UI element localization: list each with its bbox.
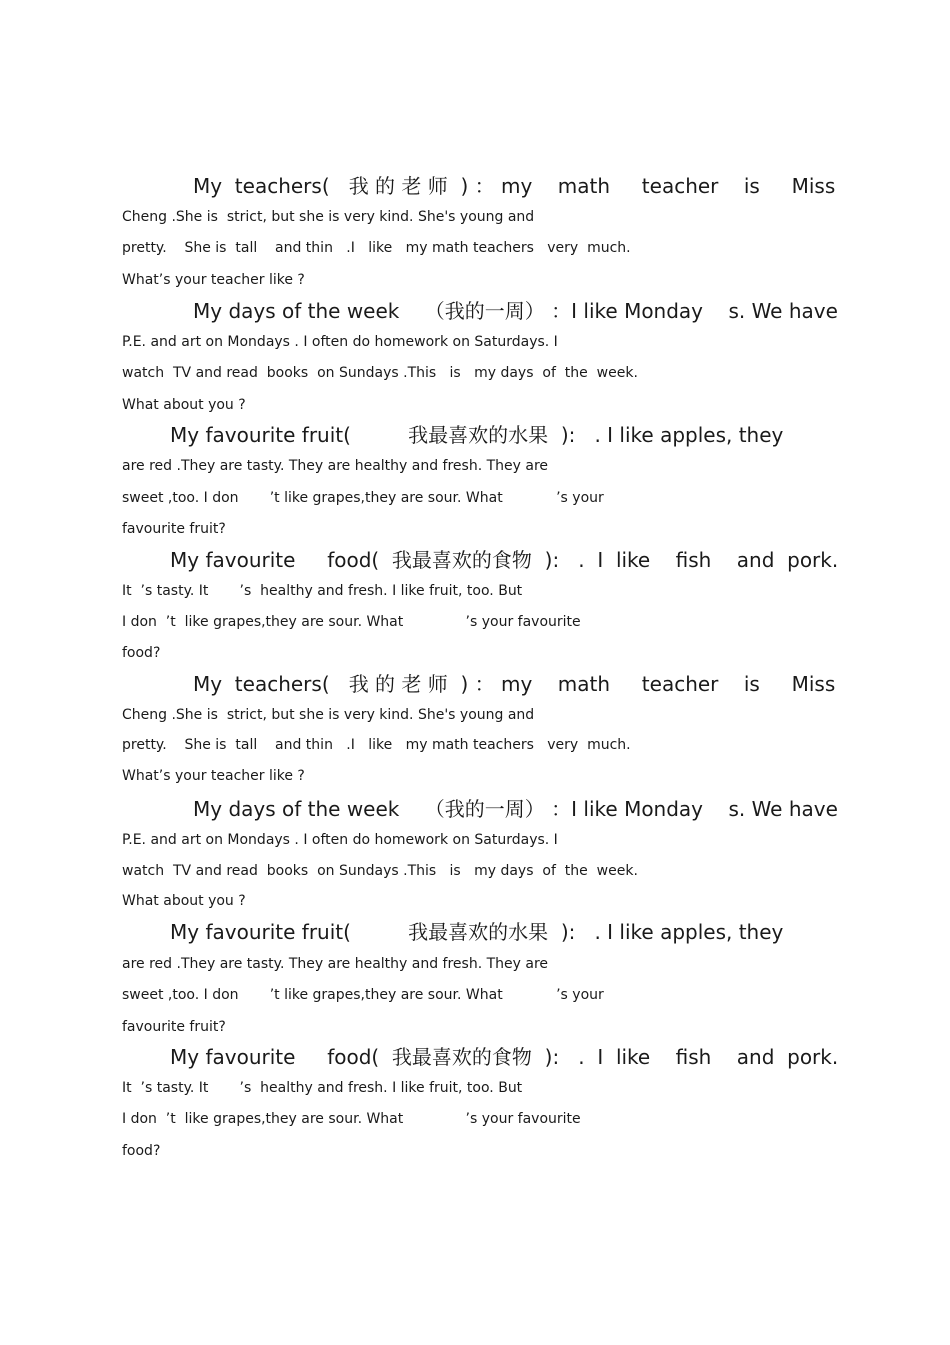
text-line: What’s your teacher like ? <box>122 768 305 784</box>
text-line: P.E. and art on Mondays . I often do homework on Saturdays. I <box>122 832 558 848</box>
text-line: What about you ? <box>122 893 246 909</box>
text-line: My teachers( 我 的 老 师 ) ： my math teacher is Miss <box>193 174 836 198</box>
text-line: What about you ? <box>122 397 246 413</box>
text-line: Cheng .She is strict, but she is very kind. She's young and <box>122 707 535 723</box>
text-line: Cheng .She is strict, but she is very kind. She's young and <box>122 209 535 225</box>
text-line: food? <box>122 645 161 661</box>
text-line: sweet ,too. I don ’t like grapes,they are sour. What ’s your <box>122 490 604 506</box>
text-line: It ’s tasty. It ’s healthy and fresh. I like fruit, too. But <box>122 583 523 599</box>
text-line: What’s your teacher like ? <box>122 272 305 288</box>
text-line: I don ’t like grapes,they are sour. What ’s your favourite <box>122 1111 581 1127</box>
text-line: are red .They are tasty. They are healthy and fresh. They are <box>122 458 549 474</box>
text-line: My days of the week （我的一周） ：I like Monday s. We have <box>193 299 838 323</box>
text-line: My favourite food( 我最喜欢的食物 ): . I like fish and pork. <box>170 548 839 572</box>
text-line: are red .They are tasty. They are healthy and fresh. They are <box>122 956 549 972</box>
text-line: I don ’t like grapes,they are sour. What ’s your favourite <box>122 614 581 630</box>
text-line: It ’s tasty. It ’s healthy and fresh. I like fruit, too. But <box>122 1080 523 1096</box>
text-line: favourite fruit? <box>122 1019 226 1035</box>
text-line: My favourite fruit( 我最喜欢的水果 ): . I like apples, they <box>170 920 784 944</box>
text-line: watch TV and read books on Sundays .This is my days of the week. <box>122 365 638 381</box>
text-line: My favourite fruit( 我最喜欢的水果 ): . I like apples, they <box>170 423 784 447</box>
text-line: pretty. She is tall and thin .I like my math teachers very much. <box>122 737 631 753</box>
text-line: sweet ,too. I don ’t like grapes,they are sour. What ’s your <box>122 987 604 1003</box>
text-line: food? <box>122 1143 161 1159</box>
text-line: My favourite food( 我最喜欢的食物 ): . I like fish and pork. <box>170 1045 839 1069</box>
text-line: pretty. She is tall and thin .I like my math teachers very much. <box>122 240 631 256</box>
text-line: My teachers( 我 的 老 师 ) ： my math teacher is Miss <box>193 672 836 696</box>
text-line: watch TV and read books on Sundays .This is my days of the week. <box>122 863 638 879</box>
text-line: favourite fruit? <box>122 521 226 537</box>
text-line: P.E. and art on Mondays . I often do homework on Saturdays. I <box>122 334 558 350</box>
text-line: My days of the week （我的一周） ：I like Monday s. We have <box>193 797 838 821</box>
